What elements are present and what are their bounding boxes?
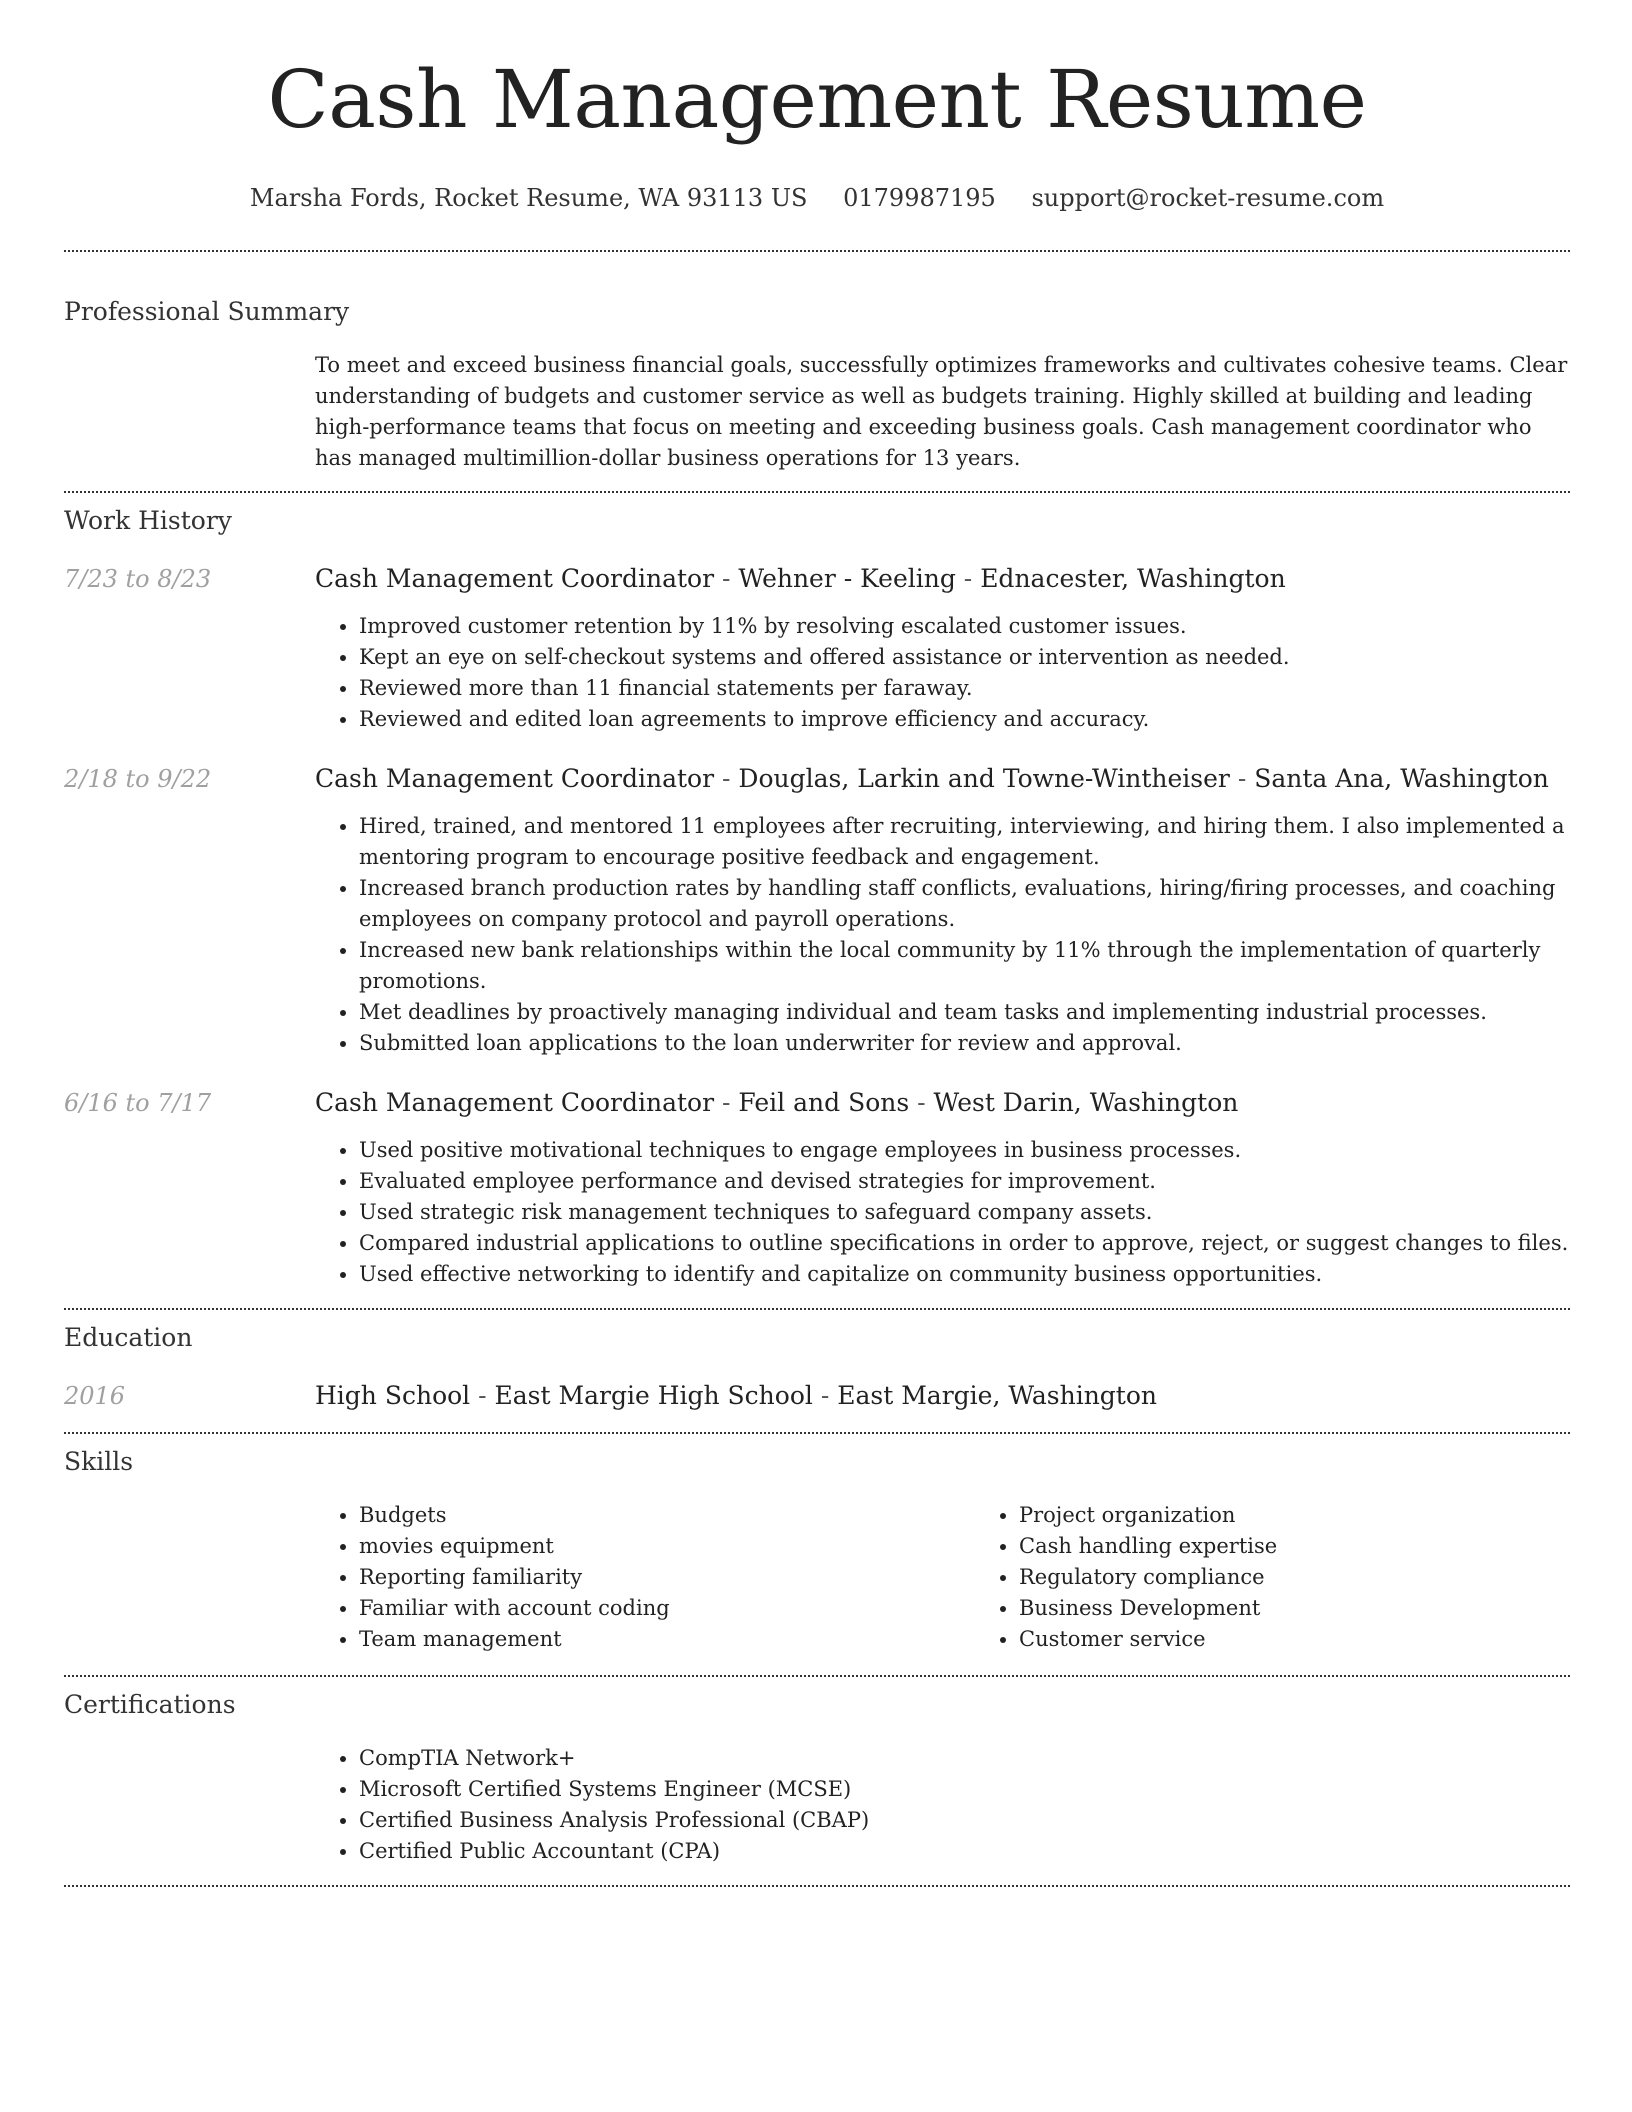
education-year: 2016	[64, 1382, 126, 1410]
skills-column-left	[315, 1500, 975, 1655]
job-heading: Cash Management Coordinator - Douglas, Larkin and Towne-Wintheiser - Santa Ana, Washington	[315, 764, 1549, 793]
list-item: • Improved customer retention by 11% by resolving escalated customer issues.	[359, 611, 1570, 642]
section-heading-summary: Professional Summary	[64, 297, 350, 326]
job-title: Cash Management Coordinator	[315, 564, 715, 593]
list-item: • Increased branch production rates by handling staff conflicts, evaluations, hiring/firing processes, and coaching employees on company protocol and payroll operations.	[359, 873, 1570, 935]
job-entry	[64, 763, 1570, 1059]
job-location: Ednacester, Washington	[980, 564, 1286, 593]
job-dates: 7/23 to 8/23	[64, 565, 212, 593]
section-heading-work-history: Work History	[64, 506, 232, 535]
skill-item: • Reporting familiarity	[359, 1562, 975, 1593]
resume-page	[64, 0, 1570, 1887]
divider	[64, 250, 1570, 252]
certification-item: • Certified Business Analysis Professional (CBAP)	[359, 1805, 1570, 1836]
certification-item: • CompTIA Network+	[359, 1743, 1570, 1774]
job-entry	[64, 1087, 1570, 1290]
job-dates: 6/16 to 7/17	[64, 1089, 212, 1117]
job-bullets	[315, 611, 1570, 735]
divider	[64, 1885, 1570, 1887]
job-company: Wehner - Keeling	[738, 564, 956, 593]
job-dates: 2/18 to 9/22	[64, 765, 212, 793]
list-item: • Met deadlines by proactively managing individual and team tasks and implementing industrial processes.	[359, 997, 1570, 1028]
certification-item: • Certified Public Accountant (CPA)	[359, 1836, 1570, 1867]
education-entry	[64, 1380, 1570, 1412]
contact-address: Marsha Fords, Rocket Resume, WA 93113 US	[249, 184, 808, 212]
contact-email[interactable]: support@rocket-resume.com	[1031, 184, 1385, 212]
skill-item: • Budgets	[359, 1500, 975, 1531]
divider	[64, 1308, 1570, 1310]
job-location: Santa Ana, Washington	[1254, 764, 1549, 793]
list-item: • Compared industrial applications to outline specifications in order to approve, reject, or suggest changes to files.	[359, 1228, 1570, 1259]
job-company: Feil and Sons	[738, 1088, 910, 1117]
list-item: • Reviewed and edited loan agreements to improve efficiency and accuracy.	[359, 704, 1570, 735]
skill-item: • Cash handling expertise	[1019, 1531, 1632, 1562]
list-item: • Used strategic risk management techniques to safeguard company assets.	[359, 1197, 1570, 1228]
job-entry	[64, 563, 1570, 735]
section-heading-education: Education	[64, 1323, 193, 1352]
education-degree: High School	[315, 1381, 471, 1410]
education-school: East Margie High School	[494, 1381, 813, 1410]
job-location: West Darin, Washington	[933, 1088, 1239, 1117]
skill-item: • Project organization	[1019, 1500, 1632, 1531]
page-title: Cash Management Resume	[267, 53, 1367, 146]
list-item: • Reviewed more than 11 financial statements per faraway.	[359, 673, 1570, 704]
list-item: • Hired, trained, and mentored 11 employees after recruiting, interviewing, and hiring them. I also implemented a mentoring program to encourage positive feedback and engagement.	[359, 811, 1570, 873]
section-heading-skills: Skills	[64, 1447, 134, 1476]
section-heading-certifications: Certifications	[64, 1690, 236, 1719]
divider	[64, 1432, 1570, 1434]
skills-column-right	[975, 1500, 1632, 1655]
skills-list	[315, 1500, 1632, 1655]
job-title: Cash Management Coordinator	[315, 1088, 715, 1117]
education-heading: High School - East Margie High School - East Margie, Washington	[315, 1381, 1158, 1410]
summary-text: To meet and exceed business financial goals, successfully optimizes frameworks and cultivates cohesive teams. Clear understanding of budgets and customer service as well as budgets training. Highly skilled at building and leading high-performance teams that focus on meeting and exceeding business goals. Cash management coordinator who has managed multimillion-dollar business operations for 13 years.	[315, 353, 1568, 470]
list-item: • Submitted loan applications to the loan underwriter for review and approval.	[359, 1028, 1570, 1059]
education-location: East Margie, Washington	[837, 1381, 1158, 1410]
job-bullets	[315, 1135, 1570, 1290]
certifications-list	[315, 1743, 1570, 1867]
job-company: Douglas, Larkin and Towne-Wintheiser	[738, 764, 1230, 793]
job-heading: Cash Management Coordinator - Wehner - Keeling - Ednacester, Washington	[315, 564, 1286, 593]
list-item: • Used positive motivational techniques to engage employees in business processes.	[359, 1135, 1570, 1166]
list-item: • Used effective networking to identify and capitalize on community business opportunities.	[359, 1259, 1570, 1290]
list-item: • Evaluated employee performance and devised strategies for improvement.	[359, 1166, 1570, 1197]
job-heading: Cash Management Coordinator - Feil and Sons - West Darin, Washington	[315, 1088, 1239, 1117]
skill-item: • Customer service	[1019, 1624, 1632, 1655]
list-item: • Increased new bank relationships within the local community by 11% through the implementation of quarterly promotions.	[359, 935, 1570, 997]
skill-item: • Familiar with account coding	[359, 1593, 975, 1624]
skill-item: • Team management	[359, 1624, 975, 1655]
contact-line	[64, 182, 1570, 214]
divider	[64, 1675, 1570, 1677]
skill-item: • Regulatory compliance	[1019, 1562, 1632, 1593]
contact-phone: 0179987195	[843, 184, 996, 212]
divider	[64, 491, 1570, 493]
job-title: Cash Management Coordinator	[315, 764, 715, 793]
skill-item: • Business Development	[1019, 1593, 1632, 1624]
list-item: • Kept an eye on self-checkout systems and offered assistance or intervention as needed.	[359, 642, 1570, 673]
certification-item: • Microsoft Certified Systems Engineer (MCSE)	[359, 1774, 1570, 1805]
job-bullets	[315, 811, 1570, 1059]
skill-item: • movies equipment	[359, 1531, 975, 1562]
